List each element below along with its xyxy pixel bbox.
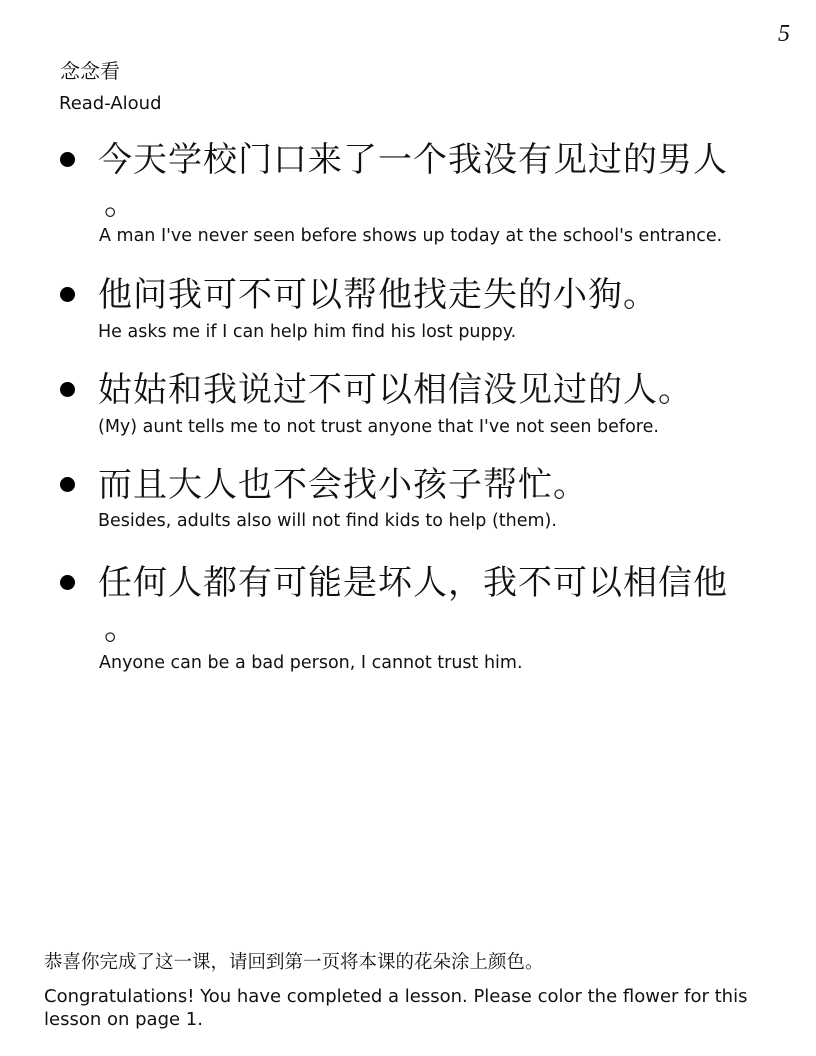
sentence-english: A man I've never seen before shows up today at the school's entrance. [99,226,723,246]
sentence-english: He asks me if I can help him find his lost puppy. [98,322,517,342]
sentence-chinese: 任何人都有可能是坏人，我不可以相信他 [98,563,728,603]
bullet-icon [60,477,75,492]
completion-message-chinese: 恭喜你完成了这一课，请回到第一页将本课的花朵涂上颜色。 [44,952,544,973]
sentence-chinese: 他问我可不可以帮他找走失的小狗。 [98,275,658,315]
completion-message-english: Congratulations! You have completed a lesson. Please color the flower for this lesson on page 1. [44,986,748,1030]
sentence-chinese-wrap: 。 [104,183,138,223]
section-title-chinese: 念念看 [60,59,120,83]
bullet-icon [60,152,75,167]
sentence-chinese-wrap: 。 [104,608,138,648]
sentence-chinese: 今天学校门口来了一个我没有见过的男人 [98,140,728,180]
sentence-english: (My) aunt tells me to not trust anyone that I've not seen before. [98,417,659,437]
sentence-chinese: 而且大人也不会找小孩子帮忙。 [98,465,588,505]
bullet-icon [60,287,75,302]
sentence-chinese: 姑姑和我说过不可以相信没见过的人。 [98,370,693,410]
bullet-icon [60,382,75,397]
section-title-english: Read-Aloud [59,93,162,114]
page-number: 5 [778,21,790,47]
sentence-english: Besides, adults also will not find kids to help (them). [98,511,557,531]
bullet-icon [60,575,75,590]
sentence-english: Anyone can be a bad person, I cannot trust him. [99,653,523,673]
